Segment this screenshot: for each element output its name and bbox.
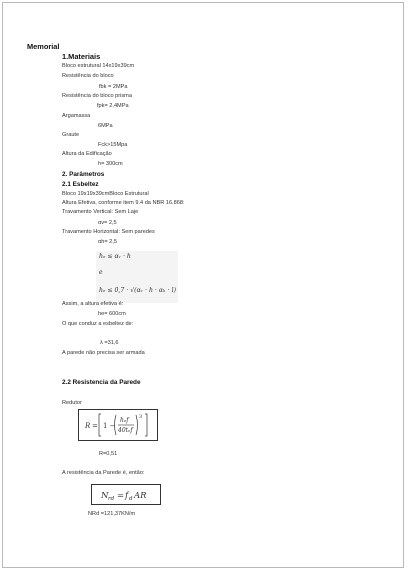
document-page	[2, 2, 404, 568]
redutor-label: Redutor	[62, 400, 82, 406]
r-value: R=0,51	[99, 451, 118, 457]
svg-text:rd: rd	[108, 496, 115, 502]
svg-text:N: N	[101, 491, 109, 501]
formula-2: hₑ ≤ 0,7 · √(αᵥ · h · αₕ · l)	[99, 287, 177, 294]
nrd-value: NRd =121,37KN/m	[88, 511, 136, 517]
argamassa-label: Argamassa	[62, 113, 91, 119]
svg-text:hₑf: hₑf	[120, 417, 129, 424]
he-value: he= 600cm	[98, 311, 126, 317]
conduz-text: O que conduz a esbeltez de:	[62, 321, 134, 327]
redutor-formula-svg	[79, 410, 157, 440]
svg-text:f: f	[125, 491, 129, 501]
fbk-value: fbk = 2MPa	[99, 84, 128, 90]
svg-text:3: 3	[139, 414, 143, 420]
altura-efetiva-text: Altura Efetiva, conforme item 9.4 da NBR 16.868:	[62, 200, 185, 206]
bloco-text: Bloco estrutural 14x19x39cm	[62, 63, 135, 69]
nrd-formula-svg	[92, 485, 160, 504]
altura-label: Altura da Edificação	[62, 151, 112, 157]
svg-text:1 −: 1 −	[103, 422, 116, 430]
altura-value: h= 300cm	[98, 161, 123, 167]
svg-text:40tₑf: 40tₑf	[118, 427, 133, 434]
svg-text:=: =	[92, 422, 98, 430]
res-bloco-label: Resistência do bloco	[62, 73, 114, 79]
nrd-formula-box	[91, 484, 161, 505]
alpha-v: αv= 2,5	[98, 220, 117, 226]
res-prisma-label: Resistência do bloco prisma	[62, 93, 132, 99]
bloco2-text: Bloco 19x19x39cmBloco Estrutural	[62, 191, 149, 197]
graute-value: Fck>15Mpa	[98, 142, 128, 148]
resist-text: A resistência da Parede é, então:	[62, 470, 145, 476]
svg-text:AR: AR	[134, 491, 147, 501]
altura-efetiva-result-label: Assim, a altura efetiva é:	[62, 301, 124, 307]
graute-label: Graute	[62, 132, 80, 138]
redutor-formula-box	[78, 409, 158, 441]
resist-heading: 2.2 Resistencia da Parede	[62, 379, 141, 386]
trav-horizontal: Travamento Horizontal: Sem paredes	[62, 229, 155, 235]
esbeltez-heading: 2.1 Esbeltez	[62, 181, 99, 188]
param-heading: 2. Parâmetros	[62, 171, 105, 178]
materials-heading: 1.Materiais	[62, 52, 101, 61]
formula-e: e	[99, 269, 103, 276]
fpk-value: fpk= 2,4MPa	[97, 103, 129, 109]
formula-1: hₑ ≤ αᵥ · h	[99, 253, 131, 260]
trav-vertical: Travamento Vertical: Sem Laje	[62, 209, 139, 215]
svg-text:=: =	[117, 491, 125, 501]
svg-text:d: d	[129, 496, 133, 502]
argamassa-value: 6MPa	[98, 123, 113, 129]
alpha-h: αh= 2,5	[98, 239, 117, 245]
svg-text:R: R	[85, 422, 91, 430]
armada-text: A parede não precisa ser armada	[62, 350, 145, 356]
document-title: Memorial	[27, 42, 60, 51]
lambda-value: λ =31,6	[100, 340, 119, 346]
